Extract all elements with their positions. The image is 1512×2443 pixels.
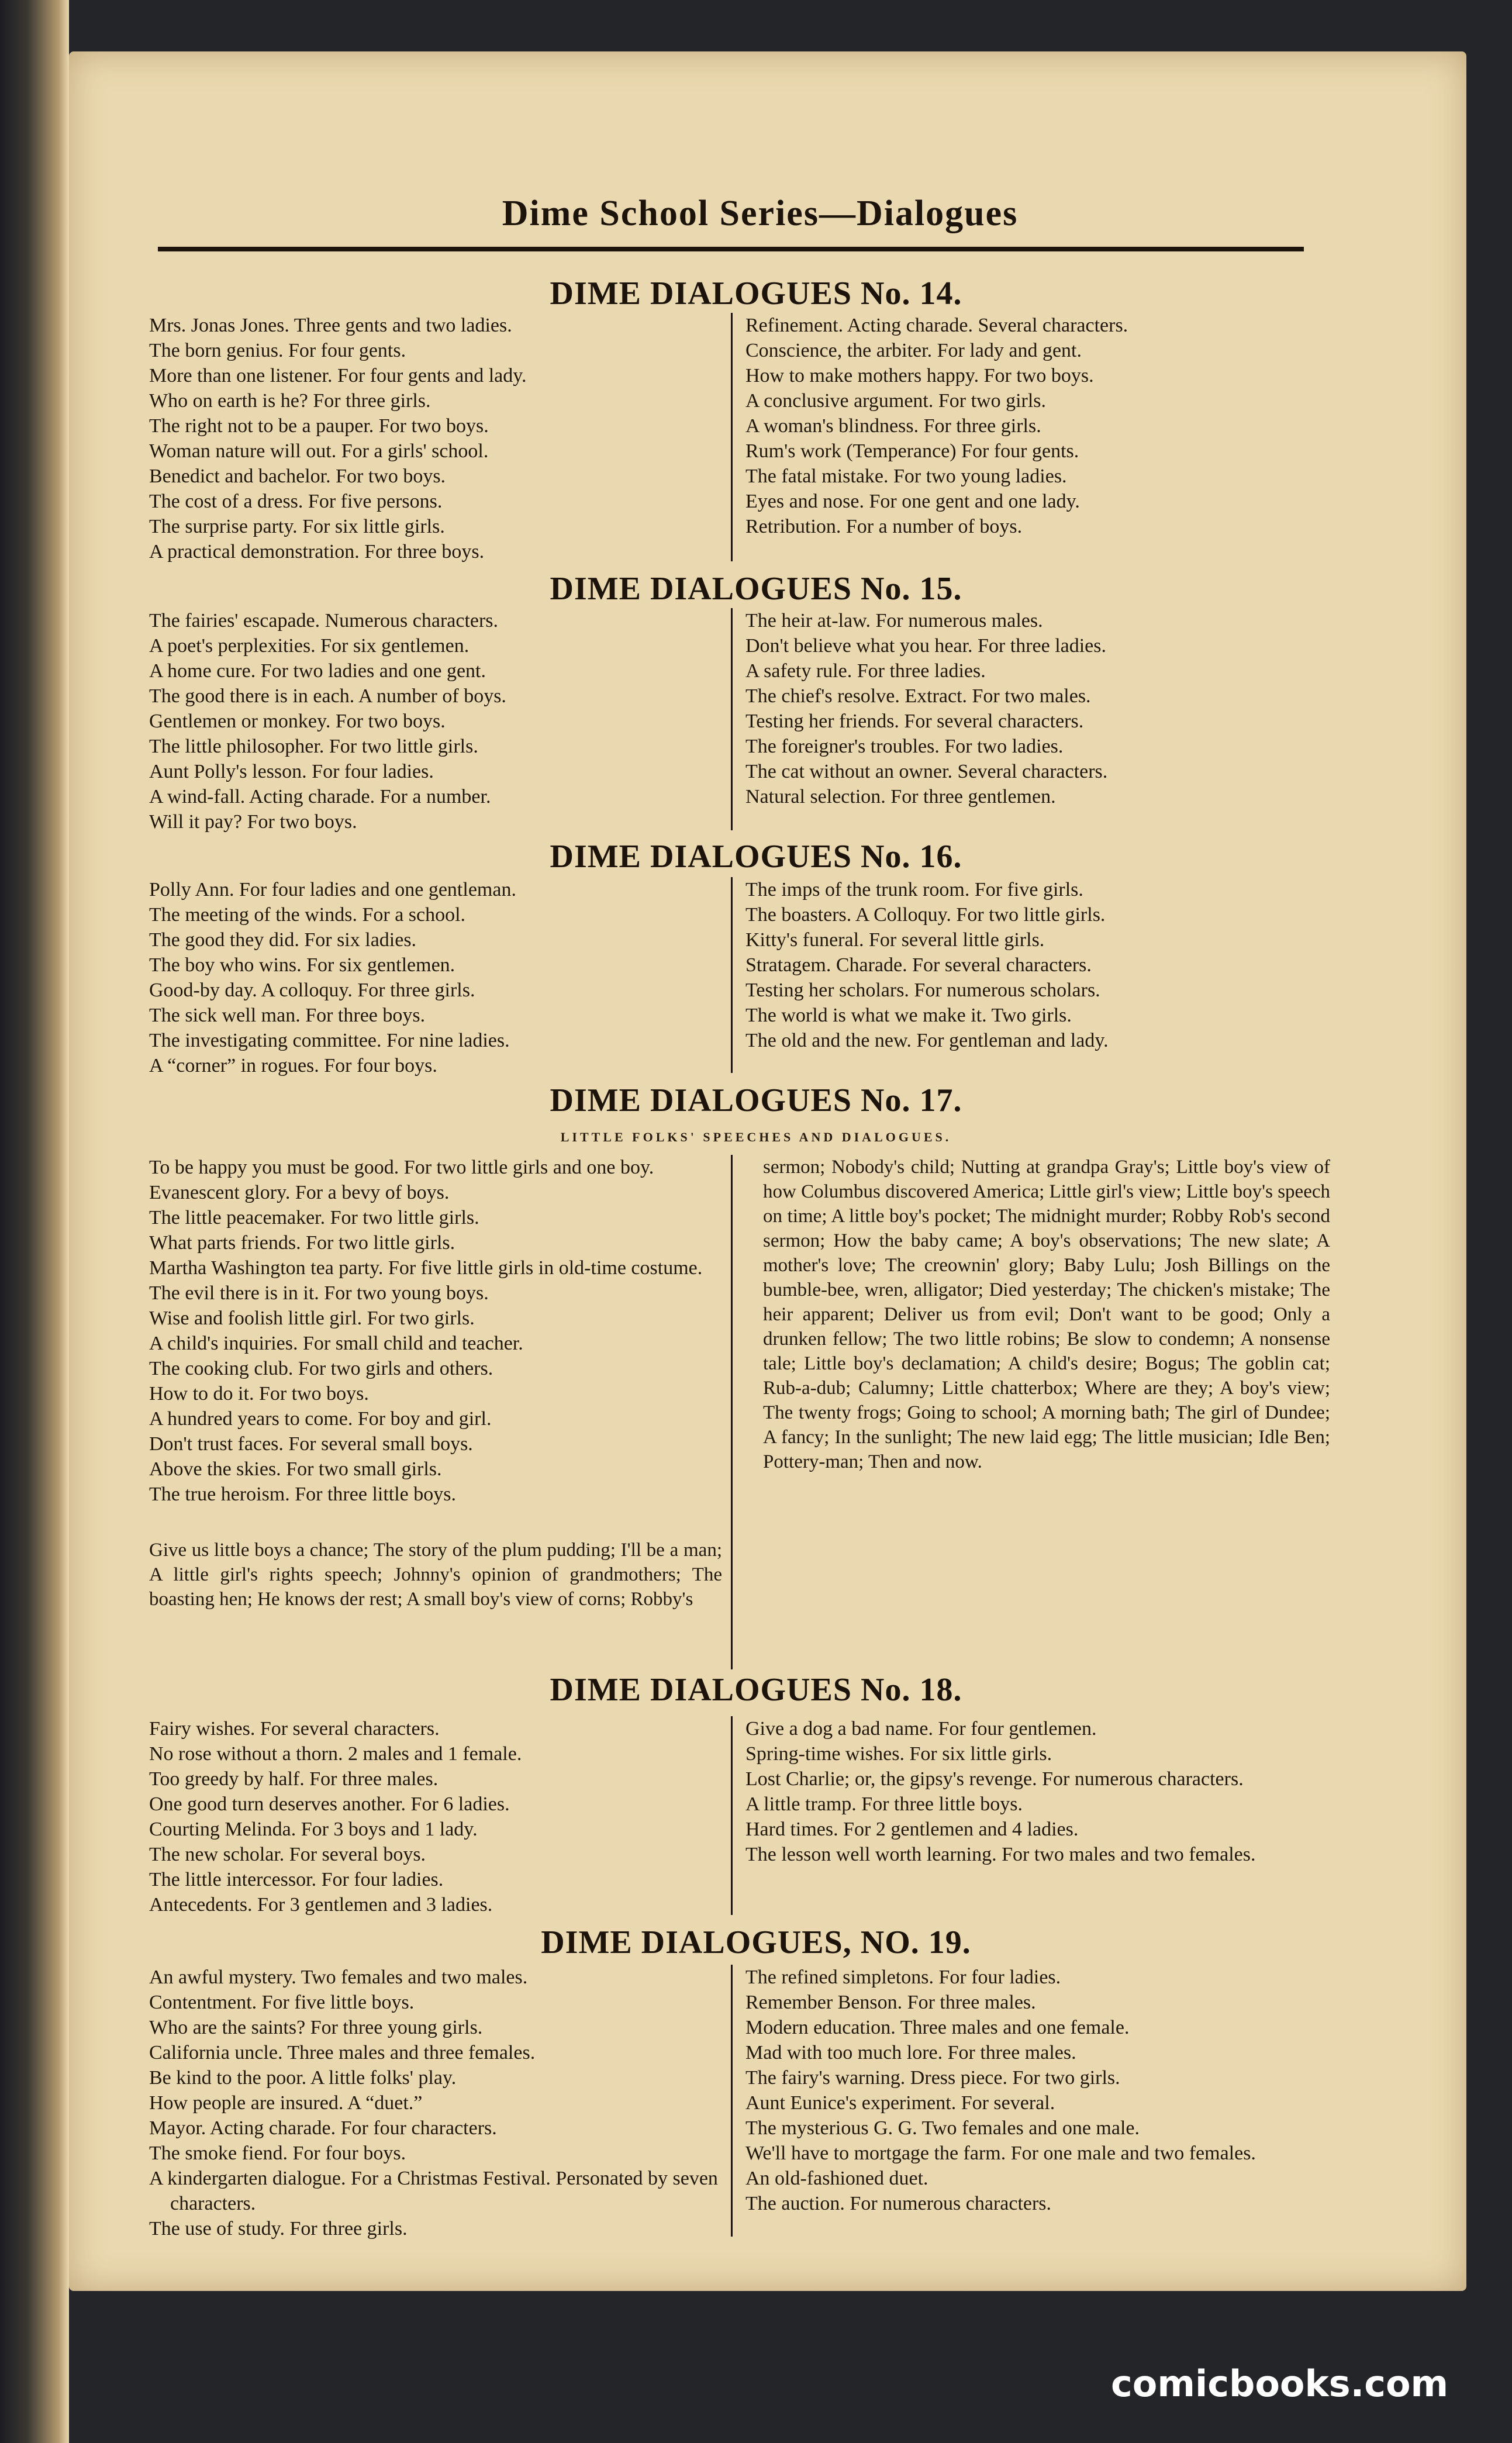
column-divider bbox=[731, 1716, 733, 1915]
list-item: The boy who wins. For six gentlemen. bbox=[149, 954, 455, 976]
list-item: The little peacemaker. For two little girls. bbox=[149, 1207, 479, 1229]
column-divider bbox=[731, 1155, 733, 1669]
left-column bbox=[149, 608, 722, 834]
list-item: Who on earth is he? For three girls. bbox=[149, 390, 431, 412]
list-item: A wind-fall. Acting charade. For a number. bbox=[149, 786, 491, 808]
list-item: Don't trust faces. For several small boys. bbox=[149, 1433, 473, 1455]
list-item: The cat without an owner. Several characters. bbox=[745, 761, 1108, 782]
page-header: Dime School Series—Dialogues bbox=[502, 194, 1019, 233]
list-item: Eyes and nose. For one gent and one lady. bbox=[745, 491, 1080, 512]
list-item: A woman's blindness. For three girls. bbox=[745, 415, 1041, 437]
list-item: Refinement. Acting charade. Several characters. bbox=[745, 315, 1128, 336]
section-title: DIME DIALOGUES No. 16. bbox=[550, 839, 962, 875]
list-item: The surprise party. For six little girls. bbox=[149, 516, 445, 537]
column-divider bbox=[731, 313, 733, 561]
list-item: Mayor. Acting charade. For four characters. bbox=[149, 2117, 497, 2139]
list-item: The right not to be a pauper. For two boys. bbox=[149, 415, 489, 437]
left-column bbox=[149, 1716, 722, 1917]
list-item: A little tramp. For three little boys. bbox=[745, 1793, 1023, 1815]
list-item: An old-fashioned duet. bbox=[745, 2168, 928, 2189]
list-item: The foreigner's troubles. For two ladies. bbox=[745, 736, 1064, 757]
list-item: Too greedy by half. For three males. bbox=[149, 1768, 439, 1790]
header-rule bbox=[158, 247, 1304, 251]
list-item: The mysterious G. G. Two females and one male. bbox=[745, 2117, 1140, 2139]
section-subtitle: LITTLE FOLKS' SPEECHES AND DIALOGUES. bbox=[560, 1130, 952, 1144]
watermark: comicbooks.com bbox=[1111, 2362, 1449, 2405]
list-item: Testing her scholars. For numerous scholars. bbox=[745, 979, 1100, 1001]
list-item: The world is what we make it. Two girls. bbox=[745, 1005, 1072, 1026]
list-item: No rose without a thorn. 2 males and 1 female. bbox=[149, 1743, 522, 1765]
book-spine bbox=[0, 0, 69, 2443]
list-item: Give a dog a bad name. For four gentlemen. bbox=[745, 1718, 1097, 1740]
left-column bbox=[149, 1965, 722, 2241]
right-column bbox=[745, 877, 1330, 1053]
list-item: The auction. For numerous characters. bbox=[745, 2193, 1052, 2214]
list-item: Conscience, the arbiter. For lady and gent. bbox=[745, 340, 1082, 361]
list-item: Be kind to the poor. A little folks' play. bbox=[149, 2067, 457, 2089]
list-item: A kindergarten dialogue. For a Christmas Festival. Personated by seven characters. bbox=[149, 2168, 718, 2214]
list-item: Spring-time wishes. For six little girls. bbox=[745, 1743, 1052, 1765]
list-item: The fairies' escapade. Numerous characters. bbox=[149, 610, 499, 632]
list-item: Lost Charlie; or, the gipsy's revenge. For numerous characters. bbox=[745, 1768, 1244, 1790]
list-item: A conclusive argument. For two girls. bbox=[745, 390, 1047, 412]
list-item: The chief's resolve. Extract. For two males. bbox=[745, 685, 1091, 707]
section-title: DIME DIALOGUES, NO. 19. bbox=[541, 1924, 971, 1961]
list-item: The investigating committee. For nine ladies. bbox=[149, 1030, 510, 1051]
list-item: A safety rule. For three ladies. bbox=[745, 660, 986, 682]
list-item: A poet's perplexities. For six gentlemen. bbox=[149, 635, 470, 657]
list-item: The little intercessor. For four ladies. bbox=[149, 1869, 444, 1890]
list-item: The fatal mistake. For two young ladies. bbox=[745, 465, 1067, 487]
list-item: Above the skies. For two small girls. bbox=[149, 1458, 442, 1480]
list-item: An awful mystery. Two females and two males. bbox=[149, 1966, 528, 1988]
list-item: A practical demonstration. For three boys. bbox=[149, 541, 485, 563]
left-column bbox=[149, 877, 722, 1078]
list-item: Aunt Polly's lesson. For four ladies. bbox=[149, 761, 434, 782]
right-paragraph: sermon; Nobody's child; Nutting at grandpa Gray's; Little boy's view of how Columbus discovered America; Little girl's view; Little boy's speech on time; A little boy's pocket; The midnight murder; Robby Rob's second sermon; How the baby came; A boy's observations; The new slate; A mother's love; The creownin' glory; Baby Lulu; Josh Billings on the bumble-bee, wren, alligator; Died yesterday; The chicken's mistake; The heir apparent; Deliver us from evil; Don't want to be good; Only a drunken fellow; The two little robins; Be slow to condemn; A nonsense tale; Little boy's declamation; A child's desire; Bogus; The goblin cat; Rub-a-dub; Calumny; Little chatterbox; Where are they; A boy's view; The twenty frogs; Going to school; A morning bath; The girl of Dundee; A fancy; In the sunlight; The new laid egg; The little musician; Idle Ben; Pottery-man; Then and now. bbox=[763, 1157, 1330, 1472]
list-item: The new scholar. For several boys. bbox=[149, 1844, 426, 1865]
list-item: Retribution. For a number of boys. bbox=[745, 516, 1023, 537]
list-item: Rum's work (Temperance) For four gents. bbox=[745, 440, 1079, 462]
list-item: To be happy you must be good. For two little girls and one boy. bbox=[149, 1157, 654, 1178]
list-item: Aunt Eunice's experiment. For several. bbox=[745, 2092, 1055, 2114]
list-item: Hard times. For 2 gentlemen and 4 ladies. bbox=[745, 1819, 1079, 1840]
list-item: The little philosopher. For two little girls. bbox=[149, 736, 478, 757]
section-title: DIME DIALOGUES No. 17. bbox=[550, 1082, 962, 1119]
section-title: DIME DIALOGUES No. 14. bbox=[550, 275, 962, 312]
list-item: How to make mothers happy. For two boys. bbox=[745, 365, 1094, 387]
right-column bbox=[745, 608, 1330, 809]
list-item: Who are the saints? For three young girls. bbox=[149, 2017, 483, 2038]
list-item: Natural selection. For three gentlemen. bbox=[745, 786, 1056, 808]
right-column bbox=[745, 1965, 1330, 2216]
list-item: The lesson well worth learning. For two males and two females. bbox=[745, 1844, 1256, 1865]
list-item: Antecedents. For 3 gentlemen and 3 ladies. bbox=[149, 1894, 493, 1916]
list-item: More than one listener. For four gents and lady. bbox=[149, 365, 527, 387]
list-item: Will it pay? For two boys. bbox=[149, 811, 357, 833]
list-item: What parts friends. For two little girls. bbox=[149, 1232, 455, 1254]
list-item: Stratagem. Charade. For several characters. bbox=[745, 954, 1092, 976]
list-item: The heir at-law. For numerous males. bbox=[745, 610, 1043, 632]
list-item: A “corner” in rogues. For four boys. bbox=[149, 1055, 437, 1076]
list-item: We'll have to mortgage the farm. For one male and two females. bbox=[745, 2142, 1256, 2164]
left-paragraph: Give us little boys a chance; The story of the plum pudding; I'll be a man; A little girl's rights speech; Johnny's opinion of grandmothers; The boasting hen; He knows der rest; A small boy's view of corns; Robby's bbox=[149, 1540, 722, 1610]
list-item: The true heroism. For three little boys. bbox=[149, 1483, 456, 1505]
list-item: Mrs. Jonas Jones. Three gents and two ladies. bbox=[149, 315, 512, 336]
list-item: Mad with too much lore. For three males. bbox=[745, 2042, 1076, 2064]
right-column bbox=[745, 1716, 1330, 1867]
list-item: The cost of a dress. For five persons. bbox=[149, 491, 443, 512]
list-item: Modern education. Three males and one female. bbox=[745, 2017, 1130, 2038]
right-column bbox=[745, 313, 1330, 539]
list-item: Good-by day. A colloquy. For three girls. bbox=[149, 979, 475, 1001]
list-item: California uncle. Three males and three females. bbox=[149, 2042, 536, 2064]
list-item: A home cure. For two ladies and one gent. bbox=[149, 660, 486, 682]
column-divider bbox=[731, 1965, 733, 2237]
list-item: The cooking club. For two girls and others. bbox=[149, 1358, 493, 1379]
column-divider bbox=[731, 608, 733, 830]
list-item: The refined simpletons. For four ladies. bbox=[745, 1966, 1061, 1988]
list-item: The sick well man. For three boys. bbox=[149, 1005, 426, 1026]
list-item: Evanescent glory. For a bevy of boys. bbox=[149, 1182, 450, 1203]
list-item: Gentlemen or monkey. For two boys. bbox=[149, 710, 446, 732]
list-item: Polly Ann. For four ladies and one gentleman. bbox=[149, 879, 516, 900]
list-item: A hundred years to come. For boy and girl. bbox=[149, 1408, 492, 1430]
list-item: The smoke fiend. For four boys. bbox=[149, 2142, 406, 2164]
list-item: The good there is in each. A number of boys. bbox=[149, 685, 506, 707]
list-item: The evil there is in it. For two young boys. bbox=[149, 1282, 489, 1304]
column-divider bbox=[731, 877, 733, 1073]
list-item: The old and the new. For gentleman and lady. bbox=[745, 1030, 1109, 1051]
section-title: DIME DIALOGUES No. 15. bbox=[550, 571, 962, 607]
list-item: The good they did. For six ladies. bbox=[149, 929, 417, 951]
left-column bbox=[149, 1155, 722, 1507]
section-title: DIME DIALOGUES No. 18. bbox=[550, 1672, 962, 1708]
list-item: The fairy's warning. Dress piece. For two girls. bbox=[745, 2067, 1120, 2089]
list-item: Contentment. For five little boys. bbox=[149, 1992, 415, 2013]
list-item: Don't believe what you hear. For three ladies. bbox=[745, 635, 1106, 657]
list-item: Fairy wishes. For several characters. bbox=[149, 1718, 440, 1740]
list-item: How people are insured. A “duet.” bbox=[149, 2092, 423, 2114]
list-item: Wise and foolish little girl. For two girls. bbox=[149, 1307, 475, 1329]
list-item: The boasters. A Colloquy. For two little girls. bbox=[745, 904, 1106, 926]
list-item: Woman nature will out. For a girls' school. bbox=[149, 440, 489, 462]
list-item: Martha Washington tea party. For five little girls in old-time costume. bbox=[149, 1257, 703, 1279]
list-item: The imps of the trunk room. For five girls. bbox=[745, 879, 1083, 900]
list-item: Benedict and bachelor. For two boys. bbox=[149, 465, 446, 487]
list-item: Courting Melinda. For 3 boys and 1 lady. bbox=[149, 1819, 478, 1840]
list-item: The born genius. For four gents. bbox=[149, 340, 406, 361]
list-item: A child's inquiries. For small child and teacher. bbox=[149, 1333, 523, 1354]
list-item: How to do it. For two boys. bbox=[149, 1383, 369, 1405]
list-item: Remember Benson. For three males. bbox=[745, 1992, 1036, 2013]
list-item: The use of study. For three girls. bbox=[149, 2218, 408, 2240]
list-item: Kitty's funeral. For several little girls. bbox=[745, 929, 1045, 951]
left-column bbox=[149, 313, 722, 564]
list-item: Testing her friends. For several characters. bbox=[745, 710, 1084, 732]
list-item: One good turn deserves another. For 6 ladies. bbox=[149, 1793, 510, 1815]
list-item: The meeting of the winds. For a school. bbox=[149, 904, 466, 926]
